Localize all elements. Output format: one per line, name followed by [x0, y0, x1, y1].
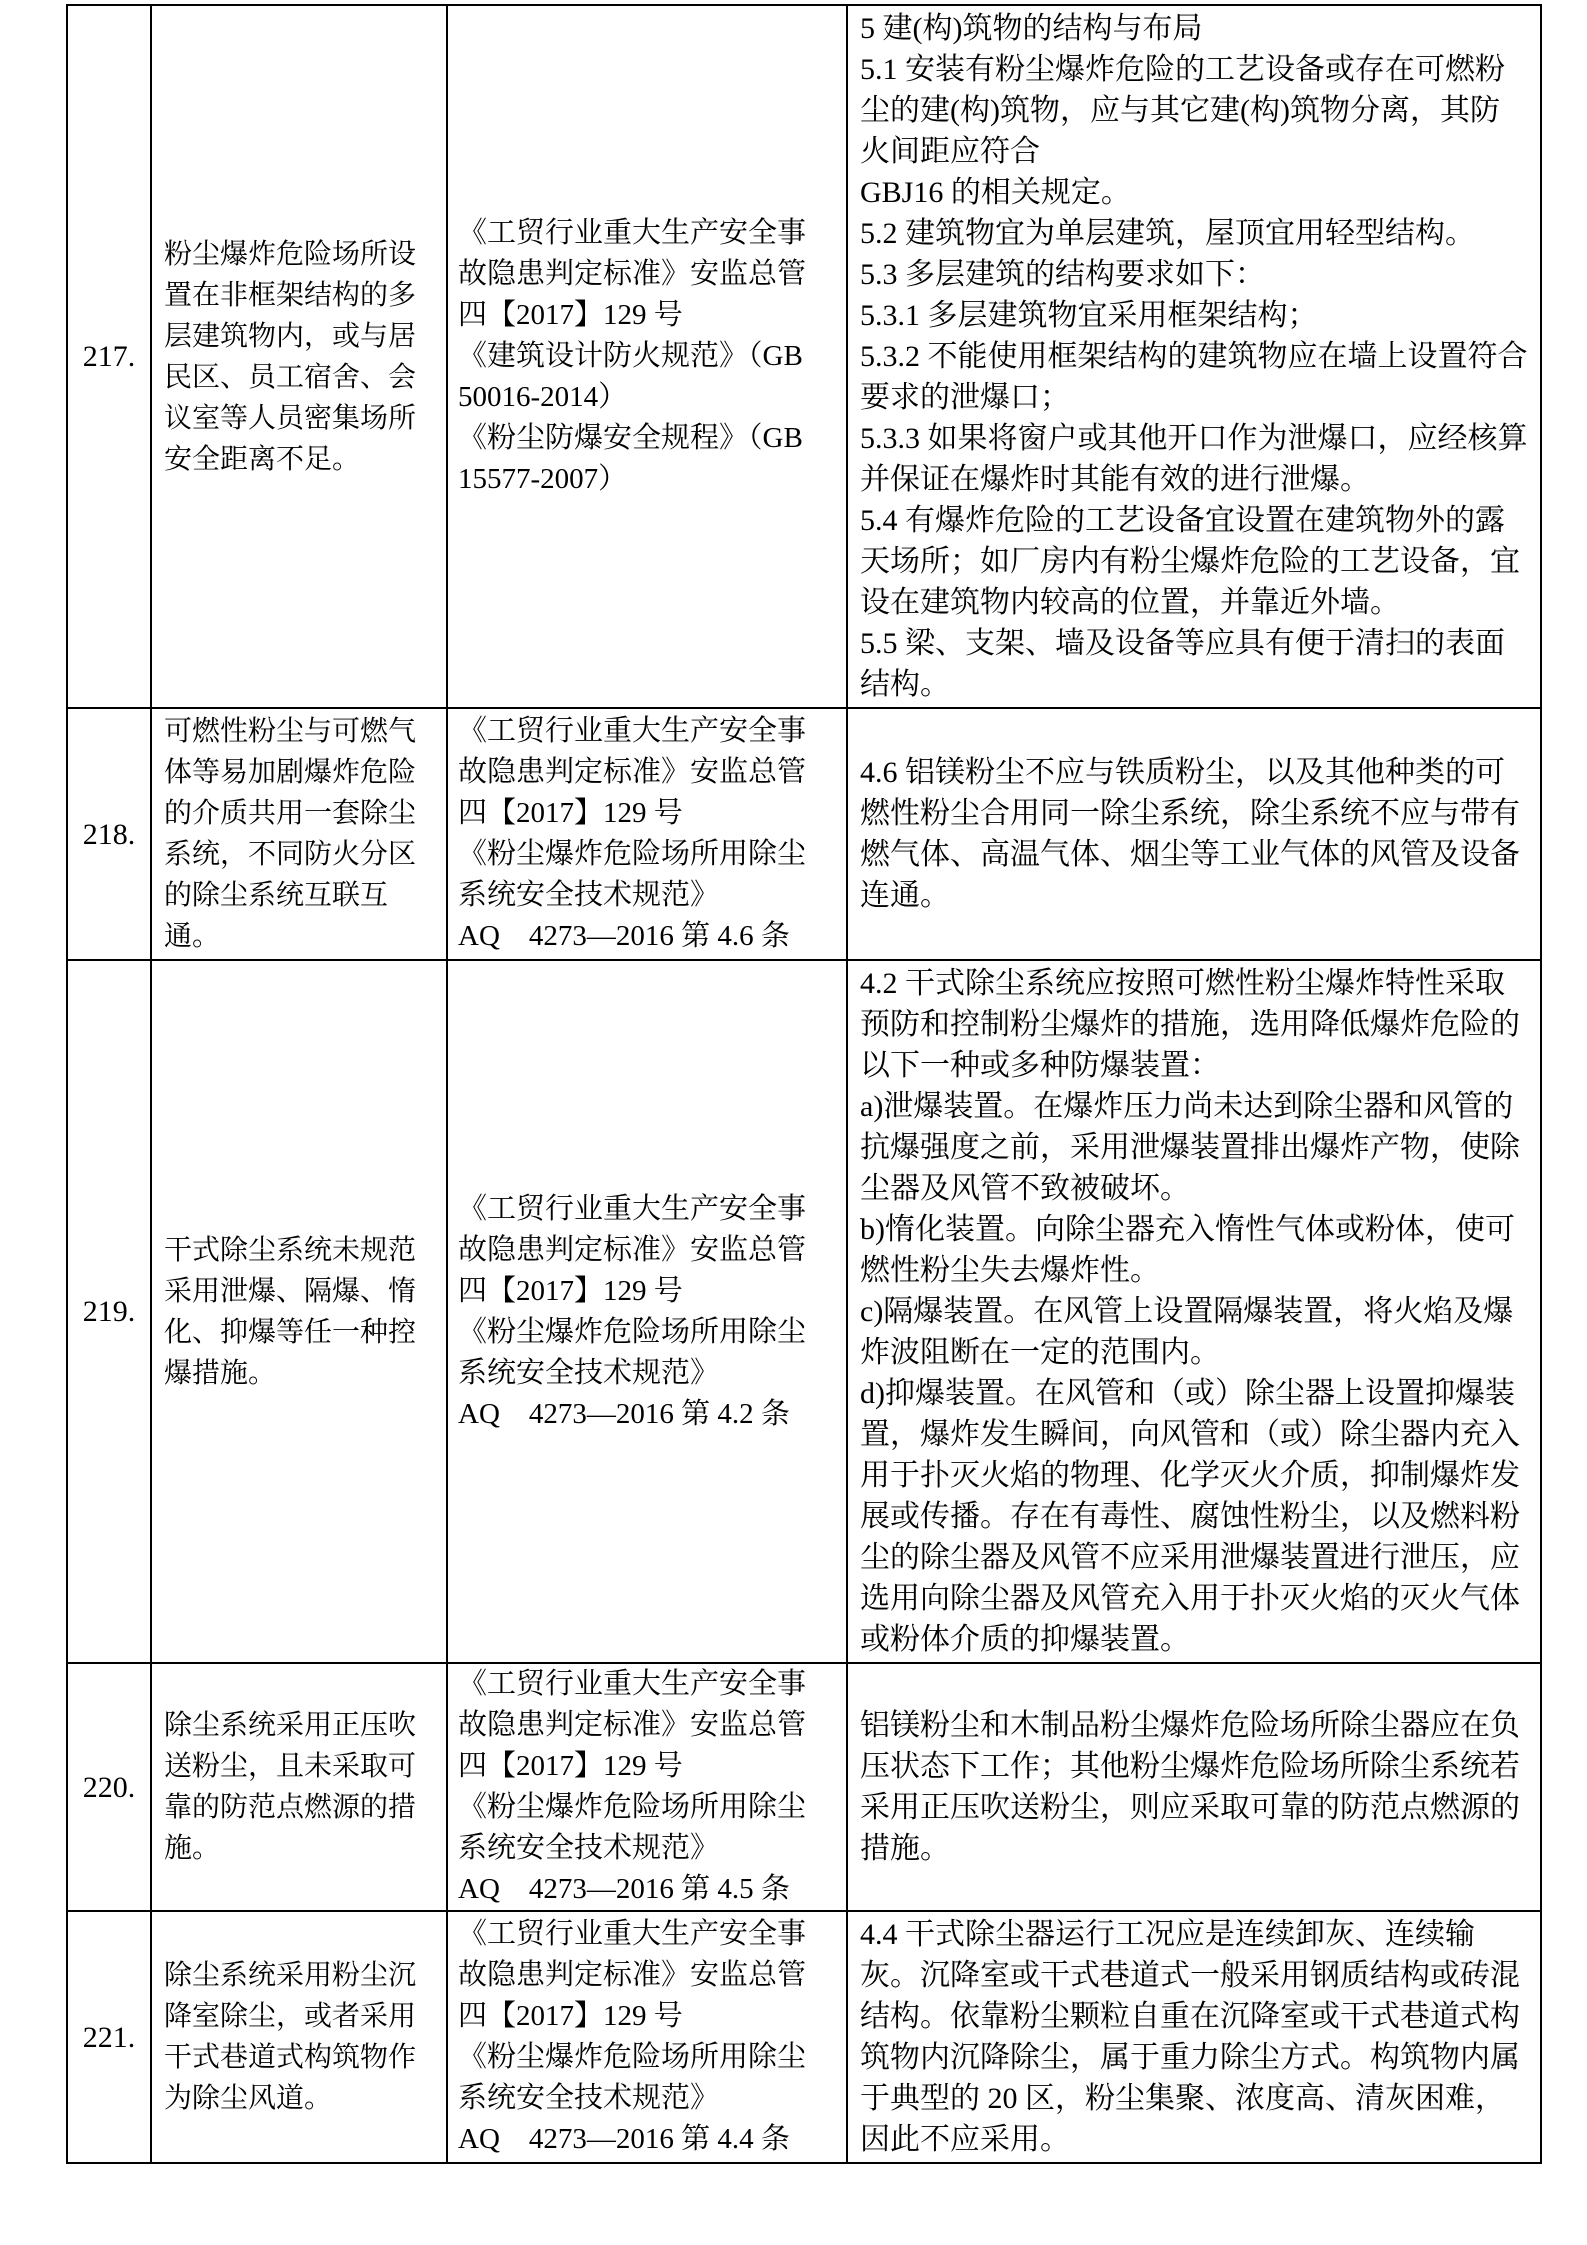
reference-line: 《粉尘防爆安全规程》（GB 15577-2007）	[458, 422, 803, 495]
table-row	[67, 1911, 1541, 2163]
detail-paragraph: 4.6 铝镁粉尘不应与铁质粉尘，以及其他种类的可燃性粉尘合用同一除尘系统，除尘系统不应与带有燃气体、高温气体、烟尘等工业气体的风管及设备连通。	[860, 756, 1520, 912]
reference-line: 《建筑设计防火规范》（GB 50016-2014）	[458, 340, 803, 413]
requirement-details-cell	[847, 1911, 1541, 2163]
reference-line: 《粉尘爆炸危险场所用除尘系统安全技术规范》	[458, 1315, 807, 1389]
reference-line: AQ 4273—2016 第 4.4 条	[458, 2123, 790, 2155]
regulation-references-cell	[447, 960, 847, 1663]
reference-line: 《工贸行业重大生产安全事故隐患判定标准》安监总管四【2017】129 号	[458, 1918, 807, 2032]
reference-line: 《粉尘爆炸危险场所用除尘系统安全技术规范》	[458, 1791, 807, 1864]
table-row	[67, 1663, 1541, 1911]
detail-paragraph: 5.3 多层建筑的结构要求如下：	[860, 258, 1265, 291]
detail-paragraph: 4.2 干式除尘系统应按照可燃性粉尘爆炸特性采取预防和控制粉尘爆炸的措施，选用降低爆炸危险的以下一种或多种防爆装置：	[860, 967, 1520, 1082]
detail-paragraph: 铝镁粉尘和木制品粉尘爆炸危险场所除尘器应在负压状态下工作；其他粉尘爆炸危险场所除尘系统若采用正压吹送粉尘，则应采取可靠的防范点燃源的措施。	[860, 1709, 1520, 1865]
hazard-description-text: 粉尘爆炸危险场所设置在非框架结构的多层建筑物内，或与居民区、员工宿舍、会议室等人员密集场所安全距离不足。	[164, 238, 417, 475]
detail-paragraph: 5.4 有爆炸危险的工艺设备宜设置在建筑物外的露天场所；如厂房内有粉尘爆炸危险的工艺设备，宜设在建筑物内较高的位置，并靠近外墙。	[860, 504, 1520, 619]
detail-paragraph: 5.3.3 如果将窗户或其他开口作为泄爆口，应经核算并保证在爆炸时其能有效的进行泄爆。	[860, 422, 1528, 496]
row-number: 217.	[82, 340, 136, 373]
detail-paragraph: 5.3.2 不能使用框架结构的建筑物应在墙上设置符合要求的泄爆口；	[860, 340, 1528, 414]
hazard-description-cell	[151, 5, 447, 708]
requirement-details-cell	[847, 5, 1541, 708]
reference-line: AQ 4273—2016 第 4.2 条	[458, 1397, 790, 1430]
row-number-cell	[67, 5, 151, 708]
table-row	[67, 708, 1541, 960]
requirement-details-cell	[847, 960, 1541, 1663]
hazard-table	[66, 4, 1542, 2164]
row-number-cell	[67, 708, 151, 960]
detail-paragraph: c)隔爆装置。在风管上设置隔爆装置，将火焰及爆炸波阻断在一定的范围内。	[860, 1295, 1514, 1369]
reference-line: 《粉尘爆炸危险场所用除尘系统安全技术规范》	[458, 2041, 807, 2114]
hazard-description-cell	[151, 960, 447, 1663]
regulation-references-cell	[447, 708, 847, 960]
reference-line: AQ 4273—2016 第 4.6 条	[458, 920, 790, 952]
row-number: 218.	[82, 817, 136, 851]
detail-paragraph: 5.3.1 多层建筑物宜采用框架结构；	[860, 299, 1318, 332]
detail-paragraph: 5.5 梁、支架、墙及设备等应具有便于清扫的表面结构。	[860, 627, 1505, 701]
reference-line: 《工贸行业重大生产安全事故隐患判定标准》安监总管四【2017】129 号	[458, 1668, 807, 1782]
detail-paragraph: 4.4 干式除尘器运行工况应是连续卸灰、连续输灰。沉降室或干式巷道式一般采用钢质结构或砖混结构。依靠粉尘颗粒自重在沉降室或干式巷道式构筑物内沉降除尘，属于重力除尘方式。构筑物内属于典型的 20 区，粉尘集聚、浓度高、清灰困难，因此不应采用。	[860, 1918, 1520, 2156]
regulation-references-cell	[447, 1911, 847, 2163]
row-number-cell	[67, 960, 151, 1663]
detail-paragraph: 5.1 安装有粉尘爆炸危险的工艺设备或存在可燃粉尘的建(构)筑物，应与其它建(构)筑物分离，其防火间距应符合	[860, 53, 1505, 168]
detail-paragraph: a)泄爆装置。在爆炸压力尚未达到除尘器和风管的抗爆强度之前，采用泄爆装置排出爆炸产物，使除尘器及风管不致被破坏。	[860, 1090, 1520, 1205]
detail-paragraph: 5 建(构)筑物的结构与布局	[860, 12, 1203, 45]
detail-paragraph: b)惰化装置。向除尘器充入惰性气体或粉体，使可燃性粉尘失去爆炸性。	[860, 1213, 1515, 1287]
requirement-details-cell	[847, 1663, 1541, 1911]
detail-paragraph: 5.2 建筑物宜为单层建筑，屋顶宜用轻型结构。	[860, 217, 1475, 250]
hazard-description-cell	[151, 708, 447, 960]
detail-paragraph: d)抑爆装置。在风管和（或）除尘器上设置抑爆装置，爆炸发生瞬间，向风管和（或）除尘器内充入用于扑灭火焰的物理、化学灭火介质，抑制爆炸发展或传播。存在有毒性、腐蚀性粉尘，以及燃料粉尘的除尘器及风管不应采用泄爆装置进行泄压，应选用向除尘器及风管充入用于扑灭火焰的灭火气体或粉体介质的抑爆装置。	[860, 1377, 1520, 1656]
hazard-description-cell	[151, 1911, 447, 2163]
hazard-description-text: 除尘系统采用粉尘沉降室除尘，或者采用干式巷道式构筑物作为除尘风道。	[164, 1960, 417, 2114]
hazard-description-text: 干式除尘系统未规范采用泄爆、隔爆、惰化、抑爆等任一种控爆措施。	[164, 1234, 417, 1389]
hazard-description-cell	[151, 1663, 447, 1911]
reference-line: AQ 4273—2016 第 4.5 条	[458, 1873, 790, 1905]
hazard-description-text: 可燃性粉尘与可燃气体等易加剧爆炸危险的介质共用一套除尘系统，不同防火分区的除尘系统互联互通。	[164, 716, 417, 952]
regulation-references-cell	[447, 5, 847, 708]
regulation-references-cell	[447, 1663, 847, 1911]
row-number: 219.	[82, 1295, 136, 1328]
table-row	[67, 960, 1541, 1663]
row-number: 220.	[82, 1770, 136, 1804]
reference-line: 《工贸行业重大生产安全事故隐患判定标准》安监总管四【2017】129 号	[458, 1192, 807, 1307]
hazard-description-text: 除尘系统采用正压吹送粉尘，且未采取可靠的防范点燃源的措施。	[164, 1710, 417, 1864]
reference-line: 《工贸行业重大生产安全事故隐患判定标准》安监总管四【2017】129 号	[458, 715, 807, 829]
detail-paragraph: GBJ16 的相关规定。	[860, 176, 1131, 209]
row-number-cell	[67, 1911, 151, 2163]
requirement-details-cell	[847, 708, 1541, 960]
row-number-cell	[67, 1663, 151, 1911]
reference-line: 《工贸行业重大生产安全事故隐患判定标准》安监总管四【2017】129 号	[458, 217, 807, 331]
table-row	[67, 5, 1541, 708]
reference-line: 《粉尘爆炸危险场所用除尘系统安全技术规范》	[458, 838, 807, 911]
row-number: 221.	[82, 2020, 136, 2054]
